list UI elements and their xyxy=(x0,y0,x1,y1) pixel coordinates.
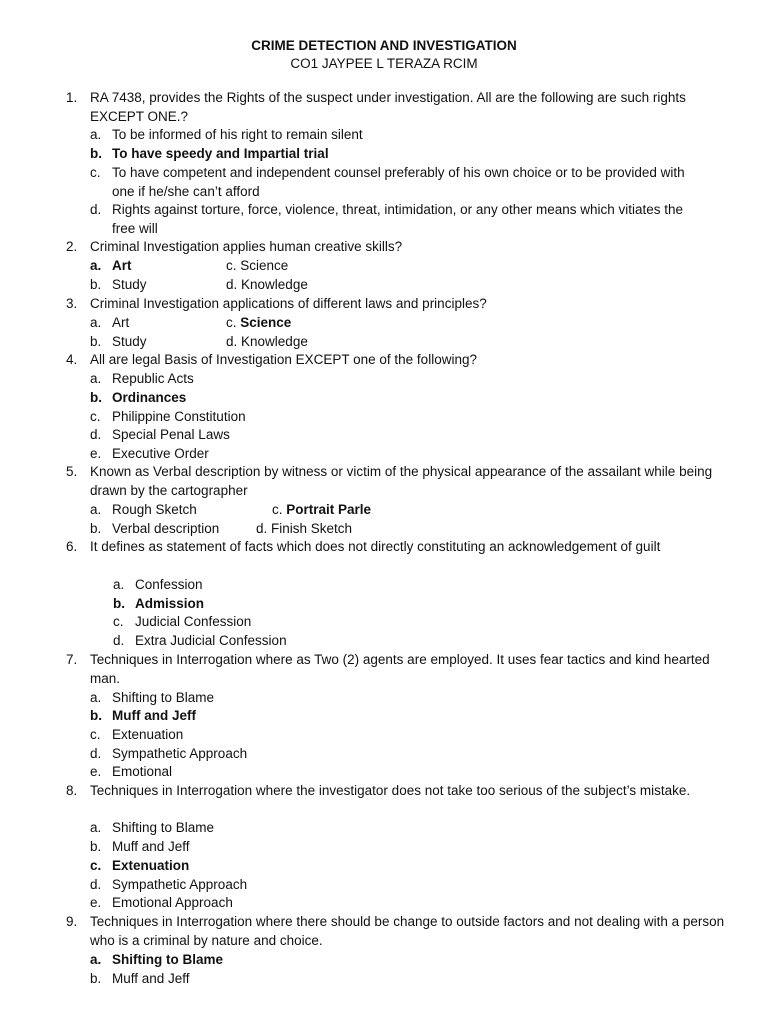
page-subtitle: CO1 JAYPEE L TERAZA RCIM xyxy=(290,56,478,71)
option: e. Emotional Approach xyxy=(90,895,233,910)
question-2: 2. Criminal Investigation applies human creative skills? xyxy=(66,239,403,254)
option: a. Shifting to Blame xyxy=(90,820,215,835)
option: a. Shifting to Blame xyxy=(90,690,215,705)
option: c. Science xyxy=(226,258,289,273)
option: a. Republic Acts xyxy=(90,371,194,386)
option: c. Philippine Constitution xyxy=(90,409,246,424)
question-4: 4. All are legal Basis of Investigation EXCEPT one of the following? xyxy=(66,352,477,367)
option: b. Verbal description xyxy=(90,521,220,536)
option-answer: b. Admission xyxy=(113,596,205,611)
question-9: 9. Techniques in Interrogation where there should be change to outside factors and not dealing with a person who is a criminal by nature and choice. xyxy=(66,914,725,948)
page-title: CRIME DETECTION AND INVESTIGATION xyxy=(251,38,517,53)
option: d. Sympathetic Approach xyxy=(90,877,248,892)
question-6: 6. It defines as statement of facts which does not directly constituting an acknowledgement of guilt xyxy=(66,539,661,554)
question-text: RA 7438, provides the Rights of the suspect under investigation. All are the following are such rights EXCEPT ONE.? xyxy=(90,90,686,124)
option: a. Rough Sketch xyxy=(90,502,197,517)
option: c. Extenuation xyxy=(90,727,184,742)
option: b. Muff and Jeff xyxy=(90,839,190,854)
option: c. Judicial Confession xyxy=(113,614,252,629)
option: d. Finish Sketch xyxy=(256,521,353,536)
option-answer: a. Art xyxy=(90,258,132,273)
option-answer: b. Ordinances xyxy=(90,390,187,405)
option: d. Sympathetic Approach xyxy=(90,746,248,761)
option: a. Confession xyxy=(113,577,203,592)
question-8: 8. Techniques in Interrogation where the investigator does not take too serious of the subject’s mistake. xyxy=(66,783,691,798)
option: e. Executive Order xyxy=(90,446,209,461)
option: d. Rights against torture, force, violence, threat, intimidation, or any other means which vitiates the free will xyxy=(90,202,684,236)
option: b. Muff and Jeff xyxy=(90,971,190,986)
option-answer: c. Extenuation xyxy=(90,858,190,873)
option-answer: a. Shifting to Blame xyxy=(90,952,223,967)
option-answer: b. Muff and Jeff xyxy=(90,708,196,723)
question-number: 1. xyxy=(66,90,78,105)
option: b. Study xyxy=(90,334,147,349)
question-5: 5. Known as Verbal description by witness or victim of the physical appearance of the assailant while being drawn by the cartographer xyxy=(66,464,713,498)
option: a. Art xyxy=(90,315,130,330)
option-answer: b. To have speedy and Impartial trial xyxy=(90,146,329,161)
option: d. Knowledge xyxy=(226,334,308,349)
question-1 xyxy=(66,89,726,126)
option: d. Knowledge xyxy=(226,277,308,292)
option: c. To have competent and independent counsel preferably of his own choice or to be provided with one if he/she can’t afford xyxy=(90,165,685,199)
option-answer: c. Portrait Parle xyxy=(272,502,372,517)
option: d. Extra Judicial Confession xyxy=(113,633,287,648)
question-7: 7. Techniques in Interrogation where as Two (2) agents are employed. It uses fear tactics and kind hearted man. xyxy=(66,652,710,686)
question-3: 3. Criminal Investigation applications of different laws and principles? xyxy=(66,296,487,311)
option: a. To be informed of his right to remain silent xyxy=(90,127,363,142)
option-answer: c. Science xyxy=(226,315,292,330)
option: e. Emotional xyxy=(90,764,173,779)
option: b. Study xyxy=(90,277,147,292)
option: d. Special Penal Laws xyxy=(90,427,230,442)
